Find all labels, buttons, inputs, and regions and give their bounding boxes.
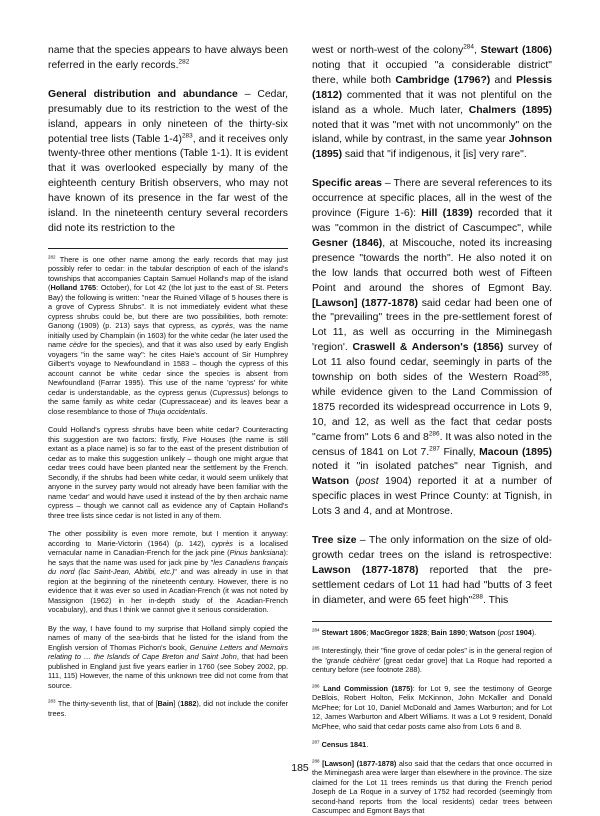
- footnote-282: $^{282}$ There is one other name among the early records that may just possibly refer to cedar: in the tabular description of each of the island's townships that accompanies Captain Samuel Holland's map of the island (Holland 1765: October), for Lot 42 (the lot just to the east of St. Peters Bay) the following is written: "near the Ruined Village of 5 houses there is a grove of Cypress Shrubs". It is not immediately evident what these cypress shrubs could be, but there are two possibilities, both remote: Ganong (1909) (p. 213) says that cypress, as cyprès, was the name initially used by Champlain (in 1603) for the white cedar (he later used the name cèdre for the species), and that it was also used by early English voyagers "in the same way": he cites Haie's account of Sir Humphrey Gilbert's voyage to Newfoundland in 1583 – though the cypress of this account cannot be white cedar since the species is absent from Newfoundland (Farrar 1995). This use of the name 'cypress' for white cedar is understandable, as the cypress genus (Cupressus) belongs to the same family as white cedar (Cupressaceae) and its leaves bear a close resemblance to those of Thuja occidentalis.: [48, 254, 289, 416]
- intro-paragraph: name that the species appears to have always been referred in the early records.$^{282}$: [48, 45, 288, 71]
- page-number: 185: [291, 762, 309, 774]
- footnote-ref[interactable]: 286: [428, 430, 440, 438]
- section-heading: General distribution and abundance: [48, 88, 238, 100]
- footnote-ref[interactable]: 288: [472, 593, 483, 601]
- footnote-288: $^{288}$ [Lawson] (1877-1878) also said that the cedars that once occurred in the Miminegash area were larger than elsewhere in the province. The size claimed for the Lot 11 trees reminds us that during the French period Joseph de La Roque in a survey of 1752 had recorded (seemingly from second-hand reports from the local residents) cedar trees between Cascumpec and Egmont Bays that: [312, 758, 553, 816]
- footnote-282-paragraph-2: Could Holland's cypress shrubs have been white cedar? Counteracting this suggestion are two factors: firstly, Five Houses (the name is still extant as a place name) is so far to the east of the present distribution of cedar as to make this suggestion unlikely – though one might argue that cedar trees could have been planted near the settlement by the French. Secondly, if the shrubs had been white cedar, it would seem unlikely that anyone in the survey party would not already have been familiar with the name 'cedar' and would have used it instead of the by then archaic name cypress – though we cannot call as evidence any of Captain Holland's three tree lists since cedar is not listed in any of them.: [48, 425, 288, 520]
- footnote-285: $^{285}$ Interestingly, their "fine grove of cedar poles" is in the general region of the 'grande cèdrière' [great cedar grove] that La Roque had reported a century before (see footnote 288).: [312, 645, 552, 675]
- footnote-divider: [312, 621, 552, 622]
- footnote-ref[interactable]: 285: [538, 370, 550, 378]
- section-heading: Specific areas: [312, 178, 382, 190]
- specific-areas-paragraph: Specific areas – There are several references to its occurrence at specific places, all in the west of the province (Figure 1-6): Hill (1839) recorded that it was "common in the district of Cascumpec", while Gesner (1846), at Miscouche, noted its increasing presence "towards the north". He also noted it on the low lands that occurred both west of Fifteen Point and around the shores of Egmont Bay. [Lawson] (1877-1878) said cedar had been one of the "prevailing" trees in the pre-settlement forest of Lot 11, as well as occurring in the Miminegash 'region'. Craswell & Anderson's (1856) survey of Lot 11 also found cedar, seemingly in parts of the township on both sides of the Western Road$^{285}$, while evidence given to the Land Commission of 1875 recorded its widespread occurrence in Lots 9, 10, and 12, as well as the fact that cedar posts "came from" Lots 6 and $8^{286}$. It was also noted in the census of 1841 on Lot 7.$^{287}$ Finally, Macoun (1895) noted it "in isolated patches" near Tignish, and Watson (post 1904) reported it at a number of specific places in west Prince County: at Tignish, in Lots 3 and 4, and at Montrose.: [312, 178, 553, 518]
- footnote-ref[interactable]: 284: [463, 43, 474, 51]
- section-heading: Tree size: [312, 535, 357, 547]
- footnote-divider: [48, 248, 288, 249]
- footnote-282-paragraph-4: By the way, I have found to my surprise that Holland simply copied the names of many of the sea-birds that he listed for the island from the English version of Thomas Pichon's book, Genuine Letters and Memoirs relating to … the Islands of Cape Breton and Saint John, that had been published in England just five years earlier in 1760 (see Sobey 2002, pp. 111, 115) However, the name of this unknown tree did not come from that source.: [48, 623, 288, 690]
- left-column: [48, 44, 288, 718]
- footnote-287: $^{287}$ Census 1841.: [312, 739, 369, 750]
- footnote-286: $^{286}$ Land Commission (1875): for Lot 9, see the testimony of George DeBlois, Robert Holton, Felix McKinnon, John McKaller and Donald McPhee; for Lot 10, Daniel McDonald and James Warburton; and for Lot 12, James Warburton and Albert Williams. It was a Lot 9 resident, Donald McPhee, who said that cedar posts came also from Lots 6 and 8.: [312, 683, 552, 731]
- footnote-284: $^{284}$ Stewart 1806; MacGregor 1828; Bain 1890; Watson (post 1904).: [312, 627, 537, 637]
- footnote-283: $^{283}$ The thirty-seventh list, that of [Bain] (1882), did not include the conifer trees.: [48, 698, 288, 718]
- footnote-ref[interactable]: 283: [181, 132, 193, 140]
- distribution-continued-paragraph: west or north-west of the colony$^{284}$, Stewart (1806) noting that it occupied "a considerable district" there, while both Cambridge (1796?) and Plessis (1812) commented that it was not plentiful on the island as a whole. Much later, Chalmers (1895) noted that it was "met with not uncommonly" on the island, while by contrast, in the same year Johnson (1895) said that "if indigenous, it [is] very rare".: [312, 43, 552, 161]
- footnote-ref[interactable]: 282: [178, 58, 190, 66]
- right-column: [312, 44, 552, 816]
- tree-size-paragraph: Tree size – The only information on the size of old-growth cedar trees on the island is retrospective: Lawson (1877-1878) reported that the pre-settlement cedars of Lot 11 had had "butts of 3 feet in diameter, and were 65 feet high"$^{288}$. This: [312, 535, 552, 606]
- general-distribution-paragraph: General distribution and abundance – Cedar, presumably due to its restriction to the west of the island, appears in only nineteen of the thirty-six potential tree lists (Table 1-4)$^{283}$, and it receives only twenty-three other mentions (Table 1-1). It is evident that it was overlooked especially by many of the eighteenth century British observers, who may not have known of its presence in the far west of the island. In the nineteenth century several recorders did note its restriction to the: [48, 88, 288, 234]
- footnote-ref[interactable]: 287: [429, 445, 440, 453]
- footnote-282-paragraph-3: The other possibility is even more remote, but I mention it anyway: according to Marie-Victorin (1964) (p. 142), cyprès is a localised vernacular name in Canadian-French for the jack pine (Pinus banksiana): he says that the name was used for jack pine by "les Canadiens français du nord (lac Saint-Jean, Abitibi, etc.)" and was already in use in that region at the beginning of the nineteenth century. However, there is no evidence that it was ever so used in Acadian-French (it was not noted by Massignon (1962) in her in-depth study of the Acadian-French vocabulary), and thus I think we cannot give it serious consideration.: [48, 529, 288, 615]
